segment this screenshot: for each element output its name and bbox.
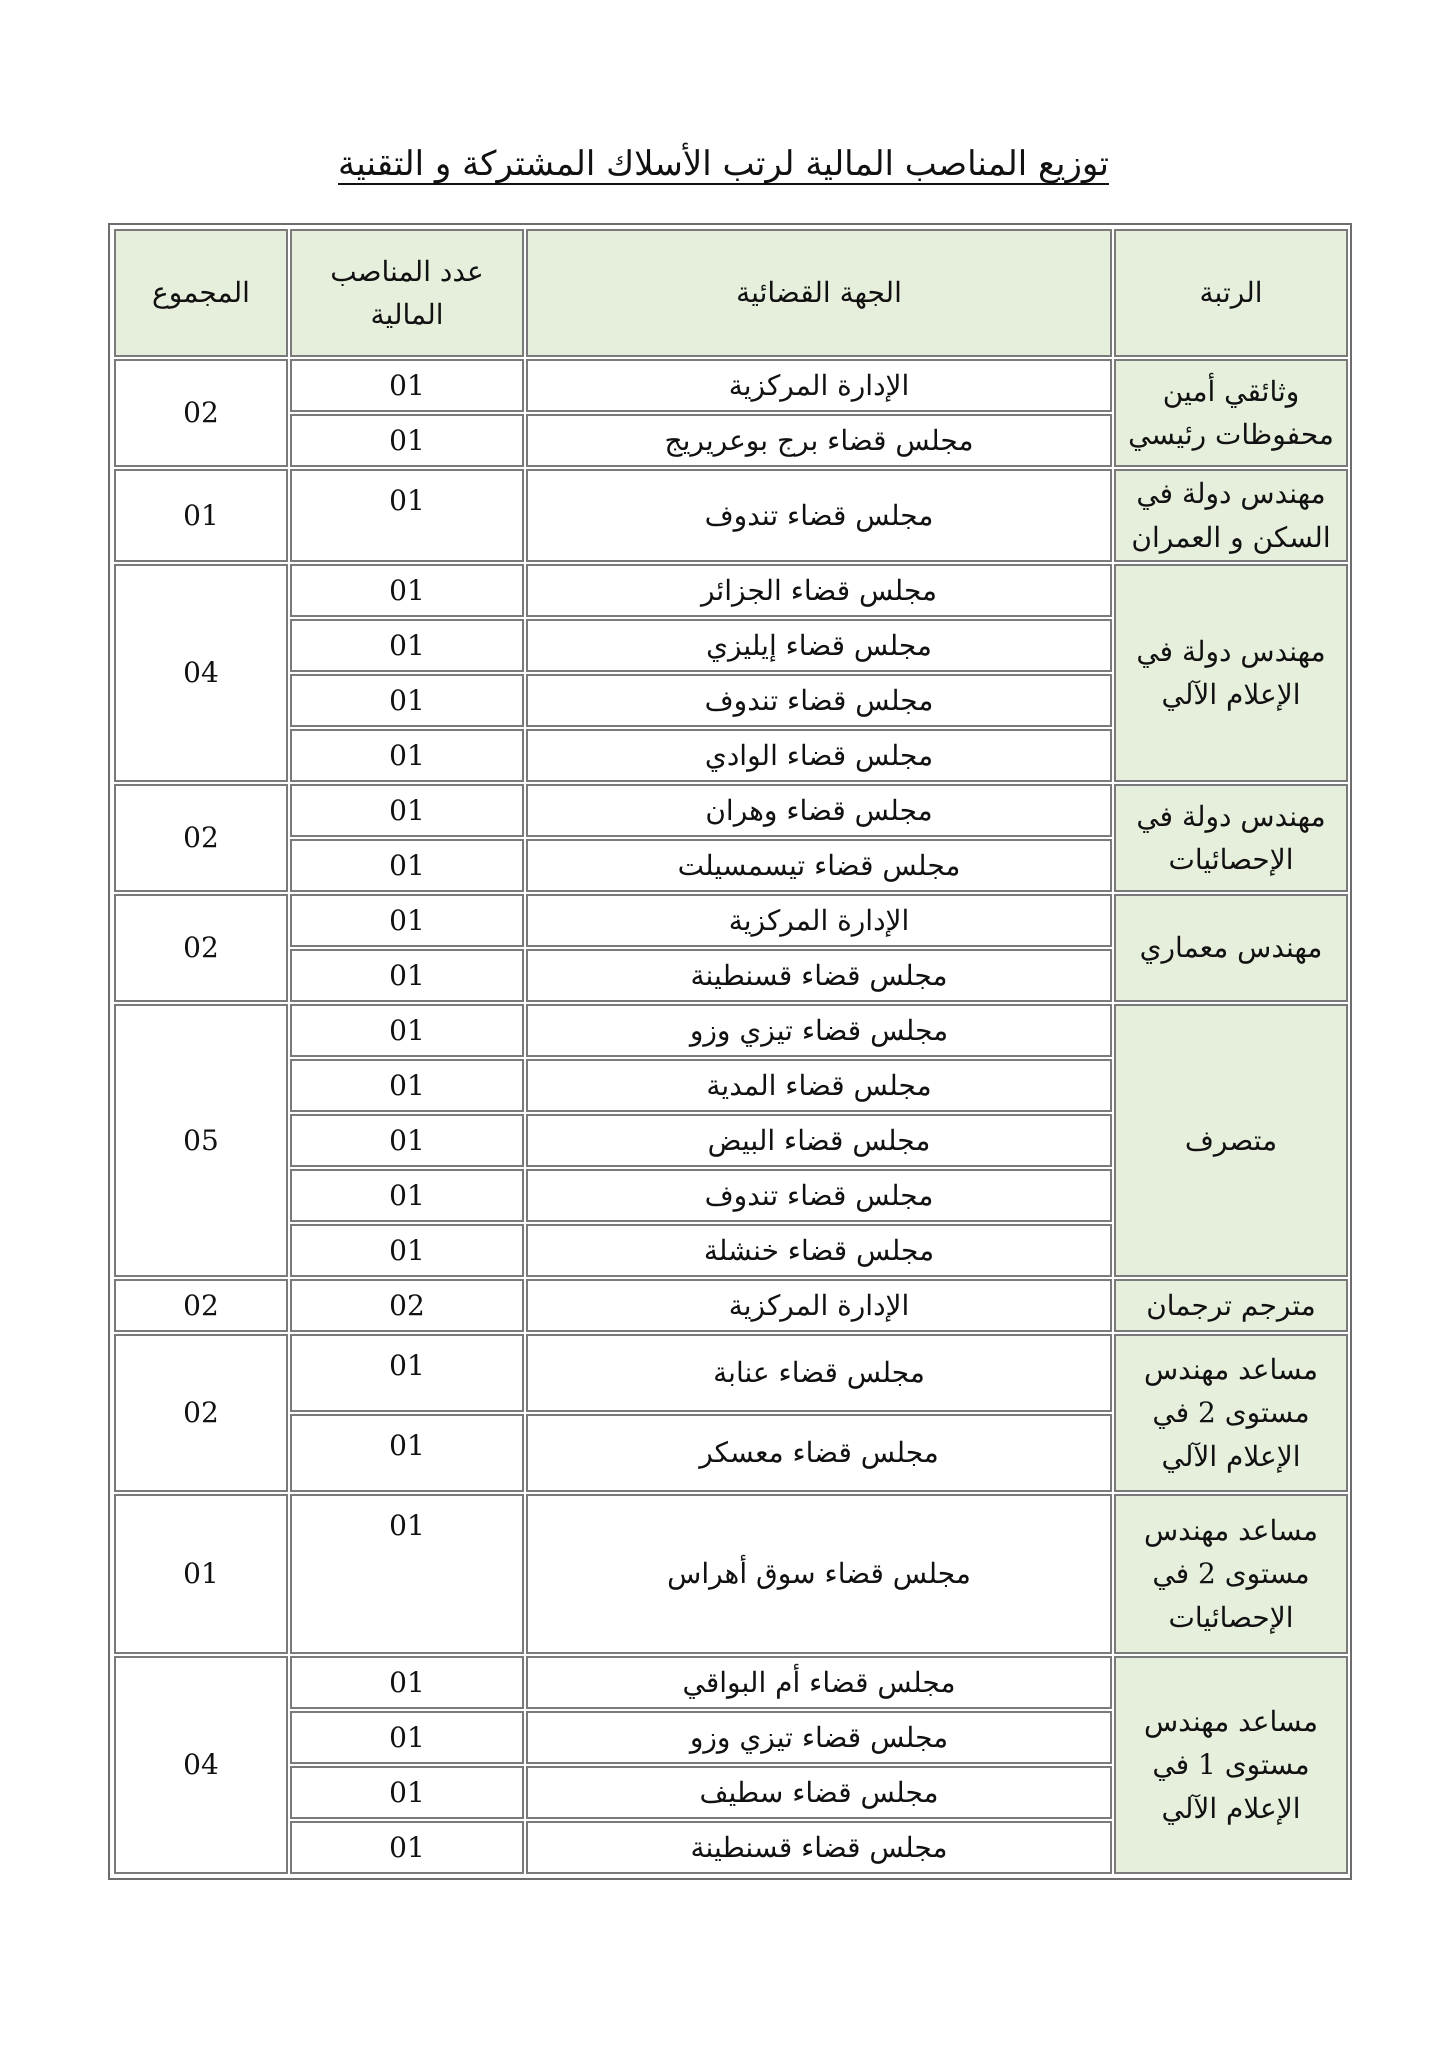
- positions-count-cell: 01: [290, 784, 524, 837]
- rank-cell: مهندس معماري: [1114, 894, 1348, 1002]
- positions-count-cell: 01: [290, 1414, 524, 1492]
- table-row: [114, 1656, 1348, 1709]
- judicial-body-cell: مجلس قضاء إيليزي: [526, 619, 1112, 672]
- rank-cell: مهندس دولة في الإعلام الآلي: [1114, 564, 1348, 782]
- judicial-body-cell: مجلس قضاء تيزي وزو: [526, 1004, 1112, 1057]
- total-cell: 01: [114, 469, 288, 562]
- total-cell: 02: [114, 1334, 288, 1492]
- table-header-row: [114, 229, 1348, 357]
- table-row: [114, 1004, 1348, 1057]
- total-cell: 02: [114, 894, 288, 1002]
- judicial-body-cell: مجلس قضاء سوق أهراس: [526, 1494, 1112, 1654]
- judicial-body-cell: مجلس قضاء قسنطينة: [526, 1821, 1112, 1874]
- positions-count-cell: 01: [290, 1766, 524, 1819]
- positions-count-cell: 01: [290, 1494, 524, 1654]
- positions-count-cell: 01: [290, 564, 524, 617]
- rank-cell: مساعد مهندس مستوى 2 في الإحصائيات: [1114, 1494, 1348, 1654]
- positions-count-cell: 01: [290, 1656, 524, 1709]
- positions-count-cell: 01: [290, 894, 524, 947]
- rank-cell: وثائقي أمين محفوظات رئيسي: [1114, 359, 1348, 467]
- header-total: المجموع: [114, 229, 288, 357]
- judicial-body-cell: مجلس قضاء تندوف: [526, 469, 1112, 562]
- table-row: [114, 894, 1348, 947]
- judicial-body-cell: مجلس قضاء تندوف: [526, 674, 1112, 727]
- positions-count-cell: 01: [290, 1004, 524, 1057]
- judicial-body-cell: مجلس قضاء وهران: [526, 784, 1112, 837]
- rank-cell: مساعد مهندس مستوى 1 في الإعلام الآلي: [1114, 1656, 1348, 1874]
- judicial-body-cell: مجلس قضاء تندوف: [526, 1169, 1112, 1222]
- total-cell: 04: [114, 564, 288, 782]
- table-row: [114, 564, 1348, 617]
- positions-table-frame: [108, 223, 1352, 1880]
- header-judicial-body: الجهة القضائية: [526, 229, 1112, 357]
- positions-count-cell: 01: [290, 1169, 524, 1222]
- page-title-text: توزيع المناصب المالية لرتب الأسلاك المشتركة و التقنية: [338, 144, 1109, 184]
- rank-cell: مساعد مهندس مستوى 2 في الإعلام الآلي: [1114, 1334, 1348, 1492]
- positions-count-cell: 01: [290, 839, 524, 892]
- table-row: [114, 1334, 1348, 1412]
- judicial-body-cell: الإدارة المركزية: [526, 894, 1112, 947]
- rank-cell: متصرف: [1114, 1004, 1348, 1277]
- judicial-body-cell: مجلس قضاء عنابة: [526, 1334, 1112, 1412]
- judicial-body-cell: مجلس قضاء أم البواقي: [526, 1656, 1112, 1709]
- judicial-body-cell: مجلس قضاء الوادي: [526, 729, 1112, 782]
- judicial-body-cell: الإدارة المركزية: [526, 359, 1112, 412]
- rank-cell: مترجم ترجمان: [1114, 1279, 1348, 1332]
- judicial-body-cell: مجلس قضاء معسكر: [526, 1414, 1112, 1492]
- header-positions-count: عدد المناصب المالية: [290, 229, 524, 357]
- positions-count-cell: 01: [290, 619, 524, 672]
- positions-count-cell: 01: [290, 1224, 524, 1277]
- positions-count-cell: 01: [290, 359, 524, 412]
- positions-count-cell: 01: [290, 1711, 524, 1764]
- rank-cell: مهندس دولة في السكن و العمران: [1114, 469, 1348, 562]
- table-row: [114, 784, 1348, 837]
- judicial-body-cell: مجلس قضاء تيسمسيلت: [526, 839, 1112, 892]
- total-cell: 02: [114, 784, 288, 892]
- positions-count-cell: 02: [290, 1279, 524, 1332]
- total-cell: 02: [114, 1279, 288, 1332]
- total-cell: 04: [114, 1656, 288, 1874]
- positions-count-cell: 01: [290, 1334, 524, 1412]
- positions-count-cell: 01: [290, 469, 524, 562]
- judicial-body-cell: مجلس قضاء المدية: [526, 1059, 1112, 1112]
- table-row: [114, 1279, 1348, 1332]
- judicial-body-cell: مجلس قضاء البيض: [526, 1114, 1112, 1167]
- judicial-body-cell: مجلس قضاء سطيف: [526, 1766, 1112, 1819]
- table-row: [114, 1494, 1348, 1654]
- table-row: [114, 359, 1348, 412]
- positions-count-cell: 01: [290, 1821, 524, 1874]
- rank-cell: مهندس دولة في الإحصائيات: [1114, 784, 1348, 892]
- positions-table: [112, 227, 1350, 1876]
- judicial-body-cell: مجلس قضاء الجزائر: [526, 564, 1112, 617]
- judicial-body-cell: الإدارة المركزية: [526, 1279, 1112, 1332]
- positions-count-cell: 01: [290, 729, 524, 782]
- total-cell: 05: [114, 1004, 288, 1277]
- total-cell: 02: [114, 359, 288, 467]
- positions-count-cell: 01: [290, 674, 524, 727]
- positions-count-cell: 01: [290, 1114, 524, 1167]
- positions-count-cell: 01: [290, 949, 524, 1002]
- header-rank: الرتبة: [1114, 229, 1348, 357]
- table-row: [114, 469, 1348, 562]
- judicial-body-cell: مجلس قضاء تيزي وزو: [526, 1711, 1112, 1764]
- page-title: [0, 142, 1447, 186]
- total-cell: 01: [114, 1494, 288, 1654]
- judicial-body-cell: مجلس قضاء خنشلة: [526, 1224, 1112, 1277]
- positions-count-cell: 01: [290, 1059, 524, 1112]
- judicial-body-cell: مجلس قضاء برج بوعريريج: [526, 414, 1112, 467]
- judicial-body-cell: مجلس قضاء قسنطينة: [526, 949, 1112, 1002]
- positions-count-cell: 01: [290, 414, 524, 467]
- table-body: [114, 359, 1348, 1874]
